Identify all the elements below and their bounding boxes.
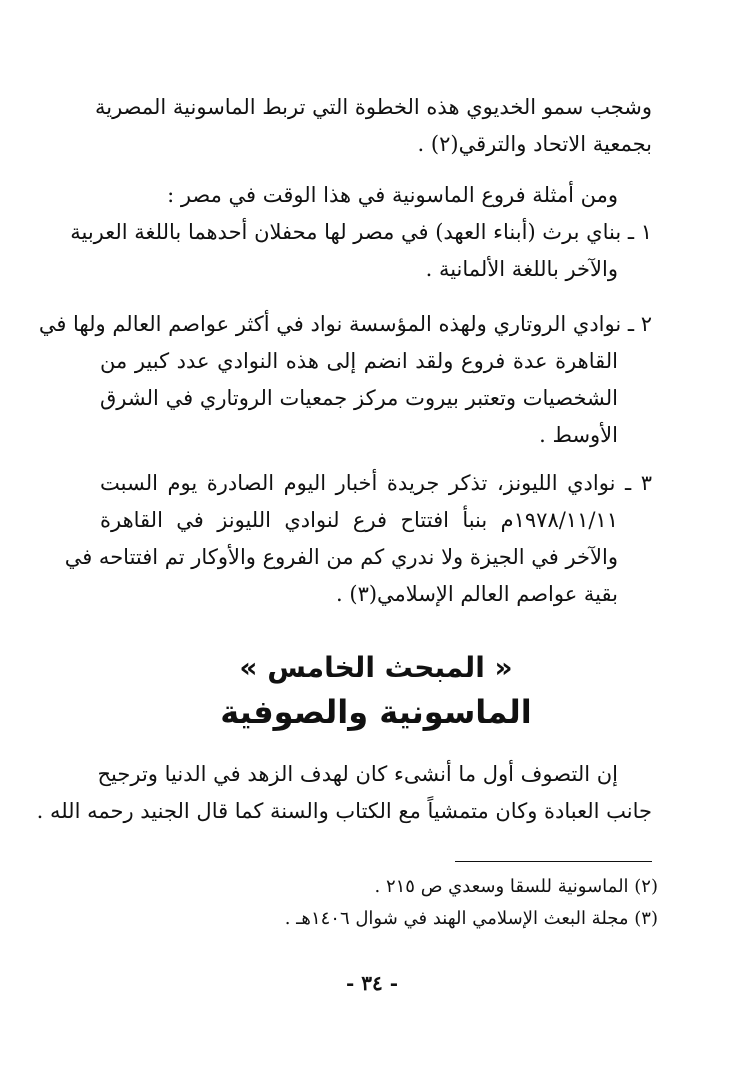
text-line: الشخصيات وتعتبر بيروت مركز جمعيات الروتاري في الشرق xyxy=(100,386,618,410)
text-line: ١٩٧٨/١١/١١م بنبأ افتتاح فرع لنوادي الليونز في القاهرة xyxy=(100,508,618,532)
text-line: ٣ ـ نوادي الليونز، تذكر جريدة أخبار اليوم الصادرة يوم السبت xyxy=(100,471,652,495)
text-line: والآخر في الجيزة ولا ندري كم من الفروع والأوكار تم افتتاحه في xyxy=(64,545,618,569)
text-line: وشجب سمو الخديوي هذه الخطوة التي تربط الماسونية المصرية xyxy=(94,95,652,119)
text-line: بقية عواصم العالم الإسلامي(٣) . xyxy=(336,582,618,606)
text-line: بجمعية الاتحاد والترقي(٢) . xyxy=(417,132,652,156)
paragraph-2 xyxy=(70,177,652,288)
paragraph-5 xyxy=(36,756,652,830)
section-title-heading: الماسونية والصوفية xyxy=(220,693,532,731)
paragraph-1 xyxy=(94,89,652,163)
text-line: والآخر باللغة الألمانية . xyxy=(425,257,618,281)
footnote-separator xyxy=(455,861,652,862)
text-line: ومن أمثلة فروع الماسونية في هذا الوقت في مصر : xyxy=(167,183,618,207)
text-line: القاهرة عدة فروع ولقد انضم إلى هذه النوادي عدد كبير من xyxy=(100,349,618,373)
text-line: ١ ـ بناي برث (أبناء العهد) في مصر لها محفلان أحدهما باللغة العربية xyxy=(70,220,652,244)
text-line: ٢ ـ نوادي الروتاري ولهذه المؤسسة نواد في أكثر عواصم العالم ولها في xyxy=(38,312,652,336)
page-number: - ٣٤ - xyxy=(345,971,398,995)
text-line: الأوسط . xyxy=(539,423,618,447)
text-line: إن التصوف أول ما أنشىء كان لهدف الزهد في الدنيا وترجيح xyxy=(97,762,618,786)
text-line: جانب العبادة وكان متمشياً مع الكتاب والسنة كما قال الجنيد رحمه الله . xyxy=(36,799,652,823)
paragraph-3 xyxy=(38,306,652,454)
footnote-3: (٣) مجلة البعث الإسلامي الهند في شوال ١٤٠٦هـ . xyxy=(284,908,658,929)
footnote-2: (٢) الماسونية للسقا وسعدي ص ٢١٥ . xyxy=(374,876,658,897)
paragraph-4 xyxy=(64,465,652,613)
section-number-heading: « المبحث الخامس » xyxy=(239,651,513,684)
